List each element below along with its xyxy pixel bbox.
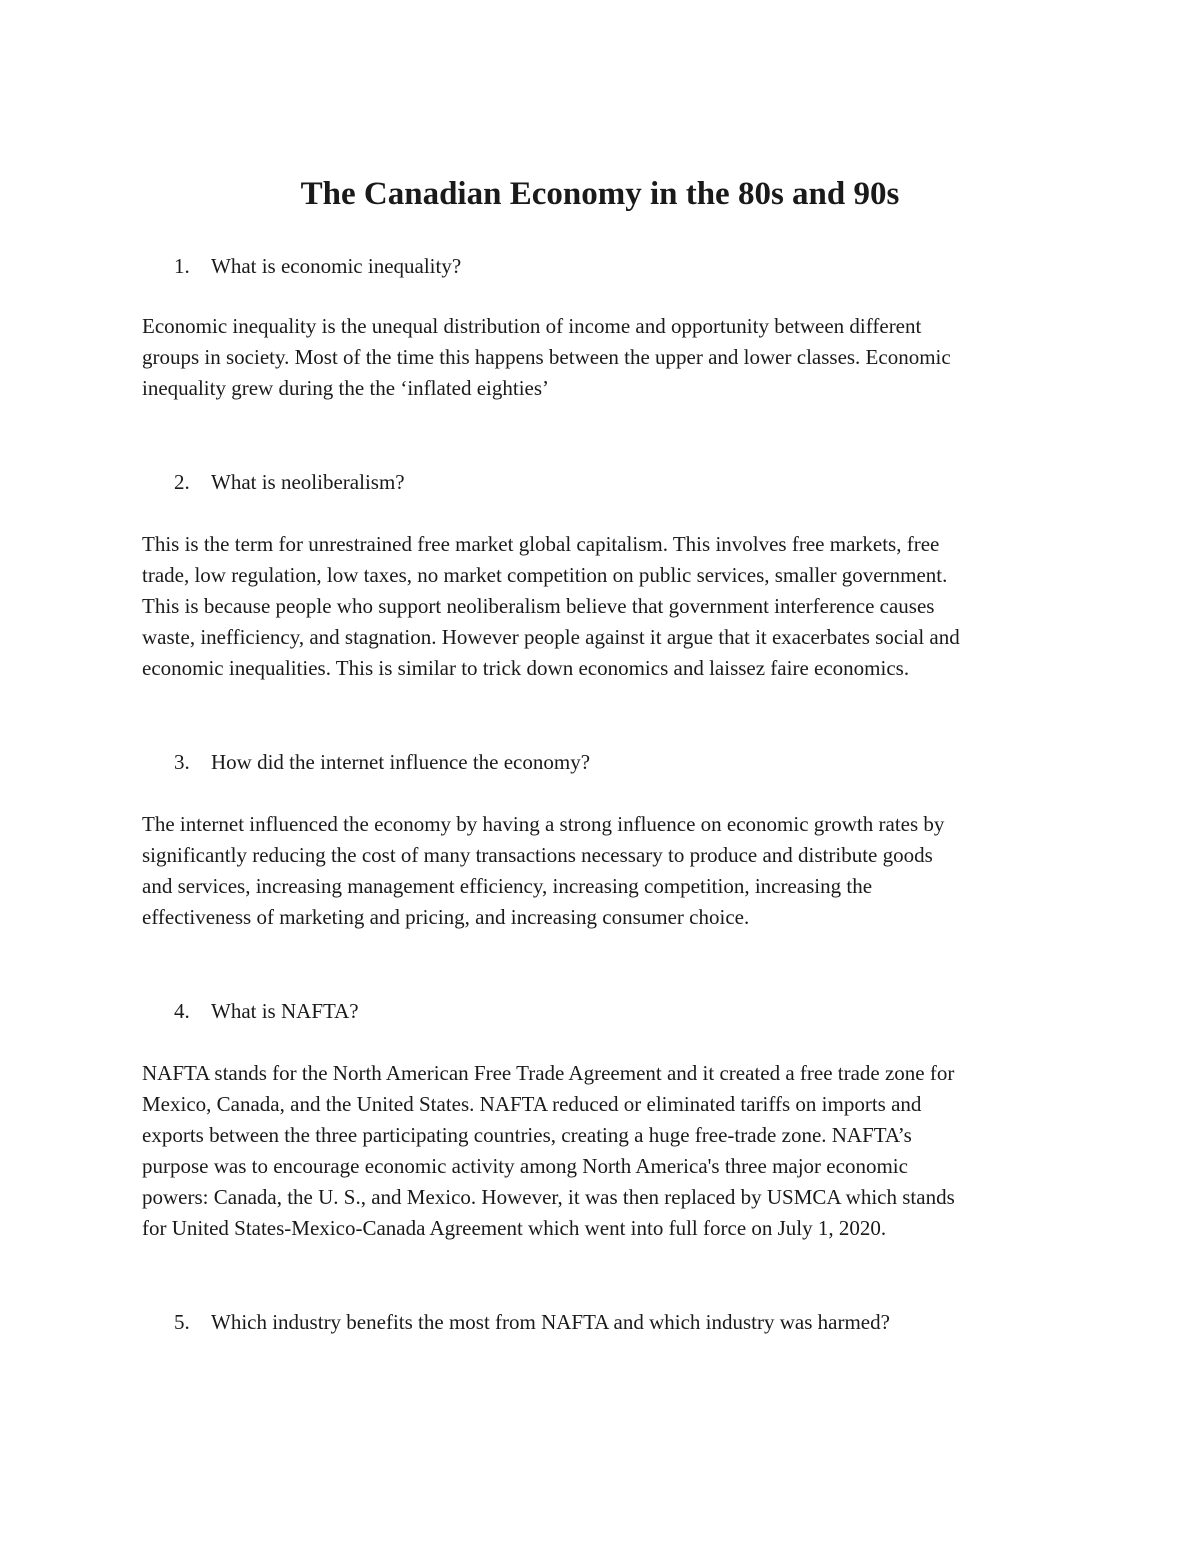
answer-1 — [142, 311, 1072, 404]
question-text: What is neoliberalism? — [211, 470, 405, 494]
answer-line: groups in society. Most of the time this happens between the upper and lower classes. Economic — [142, 345, 951, 369]
question-5 — [174, 1307, 890, 1338]
answer-line: The internet influenced the economy by having a strong influence on economic growth rates by — [142, 812, 945, 836]
question-number: 4. — [174, 999, 190, 1023]
answer-line: and services, increasing management efficiency, increasing competition, increasing the — [142, 874, 873, 898]
answer-line: Economic inequality is the unequal distribution of income and opportunity between different — [142, 314, 922, 338]
answer-line: Mexico, Canada, and the United States. NAFTA reduced or eliminated tariffs on imports and — [142, 1092, 922, 1116]
question-text: How did the internet influence the economy? — [211, 750, 591, 774]
question-text: What is NAFTA? — [211, 999, 359, 1023]
answer-line: powers: Canada, the U. S., and Mexico. However, it was then replaced by USMCA which stands — [142, 1185, 955, 1209]
answer-line: This is the term for unrestrained free market global capitalism. This involves free markets, free — [142, 532, 940, 556]
answer-2 — [142, 529, 1072, 684]
answer-3 — [142, 809, 1072, 933]
answer-line: waste, inefficiency, and stagnation. However people against it argue that it exacerbates social and — [142, 625, 960, 649]
answer-line: exports between the three participating countries, creating a huge free-trade zone. NAFTA’s — [142, 1123, 912, 1147]
question-number: 5. — [174, 1310, 190, 1334]
answer-line: significantly reducing the cost of many transactions necessary to produce and distribute goods — [142, 843, 933, 867]
question-4 — [174, 996, 359, 1027]
question-3 — [174, 747, 590, 778]
answer-line: This is because people who support neoliberalism believe that government interference causes — [142, 594, 935, 618]
question-text: What is economic inequality? — [211, 254, 462, 278]
answer-line: for United States-Mexico-Canada Agreement which went into full force on July 1, 2020. — [142, 1216, 887, 1240]
answer-line: inequality grew during the the ‘inflated eighties’ — [142, 376, 550, 400]
question-2 — [174, 467, 405, 498]
answer-line: purpose was to encourage economic activity among North America's three major economic — [142, 1154, 908, 1178]
question-text: Which industry benefits the most from NAFTA and which industry was harmed? — [211, 1310, 890, 1334]
answer-line: effectiveness of marketing and pricing, and increasing consumer choice. — [142, 905, 750, 929]
question-number: 3. — [174, 750, 190, 774]
answer-4 — [142, 1058, 1072, 1244]
answer-line: economic inequalities. This is similar to trick down economics and laissez faire economics. — [142, 656, 910, 680]
answer-line: NAFTA stands for the North American Free Trade Agreement and it created a free trade zone for — [142, 1061, 955, 1085]
question-number: 2. — [174, 470, 190, 494]
answer-line: trade, low regulation, low taxes, no market competition on public services, smaller government. — [142, 563, 948, 587]
document-title: The Canadian Economy in the 80s and 90s — [300, 176, 900, 212]
question-number: 1. — [174, 254, 190, 278]
question-1 — [174, 251, 461, 282]
